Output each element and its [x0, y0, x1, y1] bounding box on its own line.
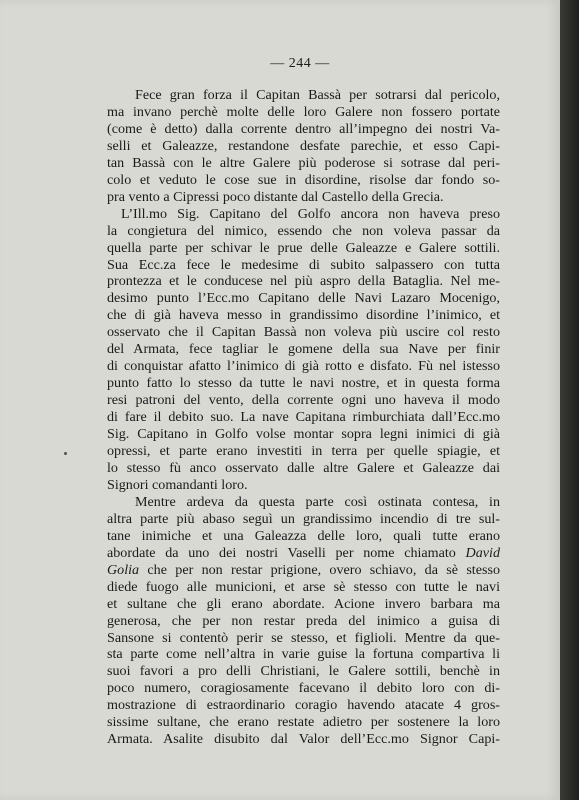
text-line: poco numero, coragiosamente facevano il debito loro con di-: [107, 680, 500, 697]
paragraph-3: [107, 494, 500, 748]
text-line: Armata. Asalite disubito dal Valor dell’Ecc.mo Signor Capi-: [107, 731, 500, 748]
text-line: generosa, che per non restar preda del inimico a guisa di: [107, 612, 500, 629]
text-line: mostrazione di estraordinario coragio havendo atacate 4 gros-: [107, 697, 500, 714]
paragraph-2: [107, 206, 500, 494]
text-line: Fece gran forza il Capitan Bassà per sotrarsi dal pericolo,: [135, 87, 500, 103]
text-line: Sig. Capitano in Golfo volse montar sopra legni inimici di già: [107, 426, 500, 443]
text-line: Sua Ecc.za fece le medesime di subito salpassero con tutta: [107, 256, 500, 273]
text-line: Signori comandanti loro.: [107, 476, 248, 493]
text-line: Mentre ardeva da questa parte così ostinata contesa, in: [135, 493, 500, 510]
text-line: prontezza et le conducese nel più aspro della Bataglia. Nel me-: [107, 273, 500, 290]
italic-name: David: [465, 544, 500, 561]
paragraph-1: [107, 87, 500, 206]
text-line: [107, 562, 500, 579]
text-line: (come è detto) dalla corrente dentro all’impegno dei nostri Va-: [107, 120, 500, 137]
paper-speck: [64, 452, 67, 455]
text-line: sissime sultane, che erano restate adietro per sostenere la loro: [107, 714, 500, 731]
text-line: colo et veduto le cose sue in disordine, risolse dar fondo so-: [107, 171, 500, 188]
text-line: punto fatto lo stesso da tutte le navi nostre, et in questa forma: [107, 375, 500, 392]
text-line: tan Bassà con le altre Galere più poderose si sotrase dal peri-: [107, 154, 500, 171]
text-line: tane inimiche et una Galeazza delle loro, quali tutte erano: [107, 527, 500, 544]
text-line: altra parte più abaso seguì un grandissimo incendio di tre sul-: [107, 510, 500, 527]
text-line: abordate da uno dei nostri Vaselli per nome chiamato David: [107, 544, 500, 561]
text-line: quella parte per schivar le prue delle Galeazze e Galere sottili.: [107, 239, 500, 256]
text-line: L’Ill.mo Sig. Capitano del Golfo ancora non haveva preso: [121, 205, 500, 222]
book-binding-edge: [560, 0, 579, 800]
text-line: desimo punto l’Ecc.mo Capitano delle Navi Lazaro Mocenigo,: [107, 290, 500, 307]
text-line: selli et Galeazze, restandone desfate parechie, et esso Capi-: [107, 137, 500, 154]
italic-name-cont: Golia: [107, 561, 140, 578]
text-line: suoi favori a pro delli Christiani, le Galere sottili, benchè in: [107, 663, 500, 680]
text-line: la congietura del nimico, essendo che non voleva passar da: [107, 222, 500, 239]
text-line: ma invano perchè molte delle loro Galere non fossero portate: [107, 103, 500, 120]
text-line: et sultane che gli erano abordate. Acione invero barbara ma: [107, 595, 500, 612]
line-rest: che per non restar prigione, overo schiavo, da sè stesso: [139, 561, 500, 578]
text-line: pra vento a Cipressi poco distante dal Castello della Grecia.: [107, 188, 444, 205]
text-line: opressi, et parte erano investiti in terra per quelle spiagie, et: [107, 443, 500, 460]
text-line: di fare il debito suo. La nave Capitana rimburchiata dall’Ecc.mo: [107, 409, 500, 426]
text-line: del Armata, fece tagliar le gomene della sua Nave per finir: [107, 341, 500, 358]
text-line: Sansone si contentò perir se stesso, et figlioli. Mentre da que-: [107, 629, 500, 646]
text-line: diede fuogo alle municioni, et arse sè stesso con tutte le navi: [107, 578, 500, 595]
text-line: resi patroni del vento, della corrente ogni uno haveva il modo: [107, 392, 500, 409]
body-text: [107, 87, 500, 748]
text-line: che di già haveva messo in grandissimo disordine l’inimico, et: [107, 307, 500, 324]
text-line: sta parte come nell’altra in varie guise la fortuna compartiva li: [107, 646, 500, 663]
text-line: lo stesso fù anco osservato dalle altre Galere et Galeazze dai: [107, 459, 500, 476]
text-line: di conquistar afatto l’inimico di già rotto e disfato. Fù nel istesso: [107, 358, 500, 375]
page-number: — 244 —: [270, 56, 330, 71]
text-line: osservato che il Capitan Bassà non voleva più uscire col resto: [107, 324, 500, 341]
